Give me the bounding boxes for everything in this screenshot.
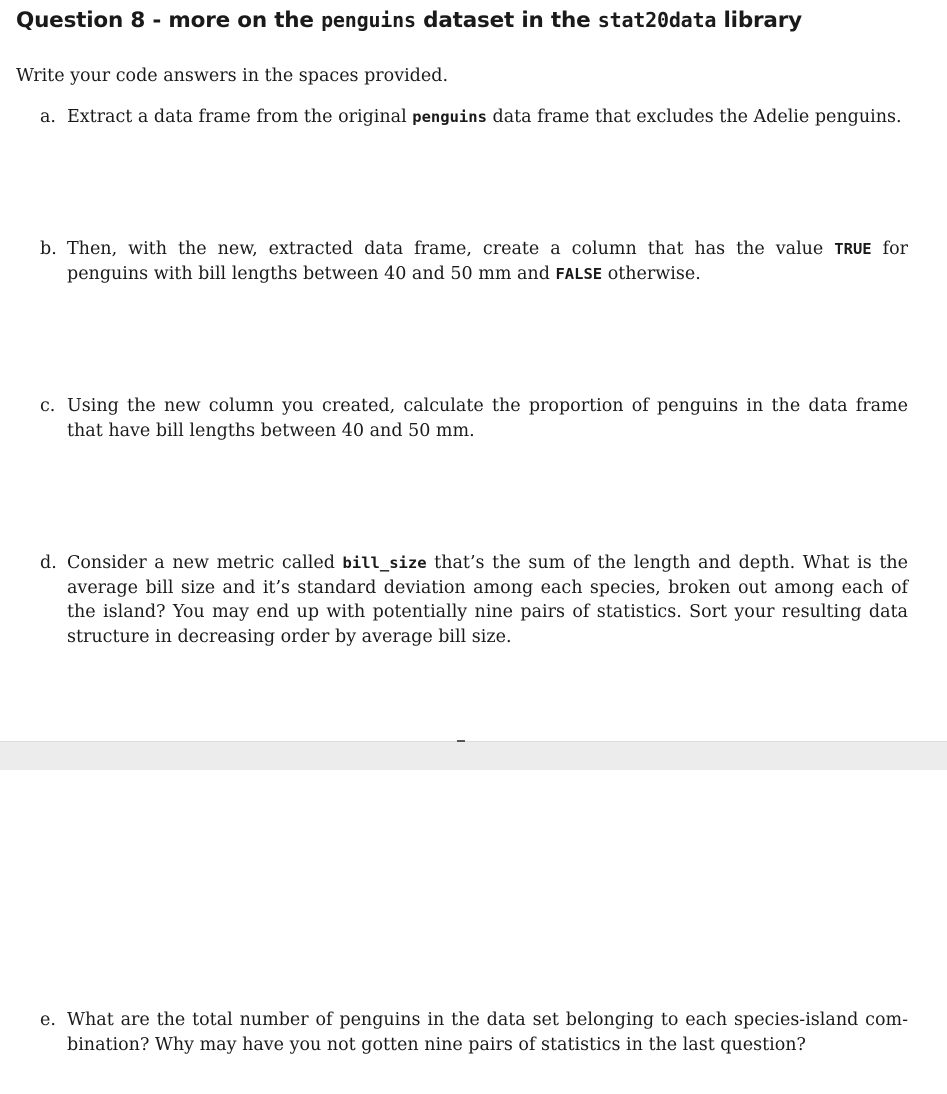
instructions: Write your code answers in the spaces provided.	[16, 66, 449, 86]
part-d-text	[67, 551, 908, 649]
part-b-code-false: FALSE	[555, 264, 603, 283]
part-b-text-3: otherwise.	[607, 263, 701, 284]
part-b	[40, 237, 908, 286]
part-b-text	[67, 237, 908, 286]
part-b-text-2: for penguins with bill lengths between 40 and 50 mm and	[67, 239, 908, 284]
part-d-marker: d.	[40, 553, 57, 573]
part-c	[40, 394, 908, 443]
part-c-marker: c.	[40, 396, 56, 416]
part-d	[40, 551, 908, 649]
title-suffix: library	[723, 8, 802, 33]
part-b-code-true: TRUE	[834, 240, 872, 258]
part-a-text-1: Extract a data frame from the original	[67, 107, 407, 127]
part-a-code-penguins: penguins	[412, 108, 487, 126]
title-code-penguins: penguins	[321, 8, 416, 32]
part-e-marker: e.	[40, 1010, 56, 1030]
part-a-marker: a.	[40, 107, 56, 127]
title-prefix: Question 8 - more on the	[16, 8, 314, 33]
part-a	[40, 105, 908, 130]
part-c-text: Using the new column you created, calculate the proportion of penguins in the data frame that have bill lengths between 40 and 50 mm.	[67, 396, 908, 441]
part-a-text-2: data frame that excludes the Adelie penguins.	[492, 107, 902, 127]
question-title	[16, 8, 802, 33]
part-b-marker: b.	[40, 239, 57, 259]
part-b-text-1: Then, with the new, extracted data frame, create a column that has the value	[67, 239, 824, 259]
part-e-text: What are the total number of penguins in the data set belonging to each species-island com-bination? Why may have you not gotten nine pairs of statistics in the last question?	[67, 1010, 908, 1055]
title-code-stat20data: stat20data	[597, 8, 717, 32]
page-break	[0, 741, 947, 771]
title-mid: dataset in the	[423, 8, 591, 33]
part-d-text-2: that’s the sum of the length and depth. What is the average bill size and it’s standard deviation among each species, broken out among each of the island? You may end up with potentially nine pairs of statistics. Sort your resulting data structure in decreasing order by average bill size.	[67, 553, 908, 647]
part-e	[40, 1008, 908, 1057]
part-a-text	[67, 105, 908, 130]
part-d-text-1: Consider a new metric called	[67, 553, 335, 573]
part-d-code-bill-size: bill_size	[342, 554, 427, 572]
page-break-marker	[457, 740, 465, 742]
page-2	[0, 770, 947, 1094]
